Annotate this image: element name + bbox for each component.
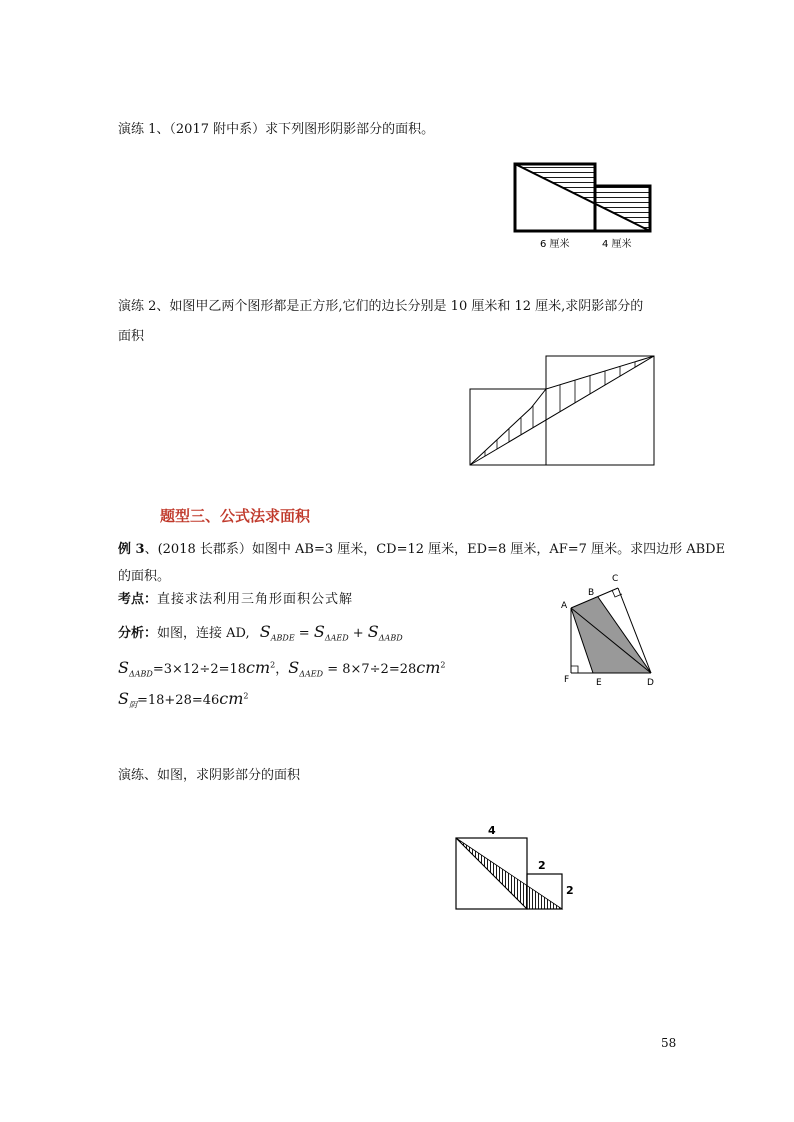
exercise2-figure <box>465 350 665 472</box>
label-side-2: 2 <box>566 884 574 897</box>
example3-text-line2: 的面积。 <box>118 569 171 584</box>
shaded-quadrilateral <box>571 597 651 673</box>
analysis-label: 分析： <box>118 626 158 641</box>
label-top-4: 4 <box>488 824 496 837</box>
label-B: B <box>588 588 595 598</box>
label-A: A <box>561 601 568 611</box>
exercise2-text-line1: 演练 2、如图甲乙两个图形都是正方形,它们的边长分别是 10 厘米和 12 厘米,求阴影部分的 <box>118 299 644 314</box>
key-point-label: 考点： <box>118 592 158 607</box>
page-number: 58 <box>661 1036 677 1050</box>
formula-total: $S_阴=18+28=46cm^2$ <box>118 689 249 710</box>
example3-label: 例 3 <box>118 542 145 557</box>
exercise2-text-line2: 面积 <box>118 329 145 344</box>
exercise4-figure <box>450 820 580 915</box>
formula-area-sum: $S_{ABDE} = S_{\Delta AED} + S_{\Delta ABD}$ <box>259 622 403 643</box>
analysis-text: 如图，连接 AD, <box>157 626 250 641</box>
diagonal-straight <box>470 356 654 465</box>
example3-figure <box>555 570 665 688</box>
right-angle-mark-f <box>571 666 578 673</box>
example3-text-line1: 、(2018 长郡系）如图中 AB=3 厘米，CD=12 厘米，ED=8 厘米，AF=7 厘米。求四边形 ABDE <box>144 542 726 557</box>
section-title: 题型三、公式法求面积 <box>160 507 311 525</box>
label-6cm: 6 厘米 <box>540 239 570 250</box>
label-F: F <box>564 675 570 685</box>
formula-abd-aed: $S_{\Delta ABD}=3\times 12\div 2=18cm^2$，$S_{\Delta AED} = 8\times 7\div 2=28cm^2$ <box>118 658 446 679</box>
example3-line1 <box>118 540 725 560</box>
label-mid-2: 2 <box>538 859 546 872</box>
shading-hatch <box>485 362 635 456</box>
label-4cm: 4 厘米 <box>602 239 632 250</box>
key-point-text: 直接求法利用三角形面积公式解 <box>157 592 354 607</box>
label-E: E <box>596 678 602 688</box>
diagonal-line <box>456 838 527 909</box>
label-C: C <box>612 574 619 584</box>
key-point <box>118 590 353 610</box>
label-D: D <box>647 678 654 688</box>
exercise1-text: 演练 1、（2017 附中系）求下列图形阴影部分的面积。 <box>118 122 435 137</box>
exercise1-figure <box>505 155 665 255</box>
analysis <box>118 622 403 649</box>
exercise4-text: 演练、如图，求阴影部分的面积 <box>118 768 301 783</box>
